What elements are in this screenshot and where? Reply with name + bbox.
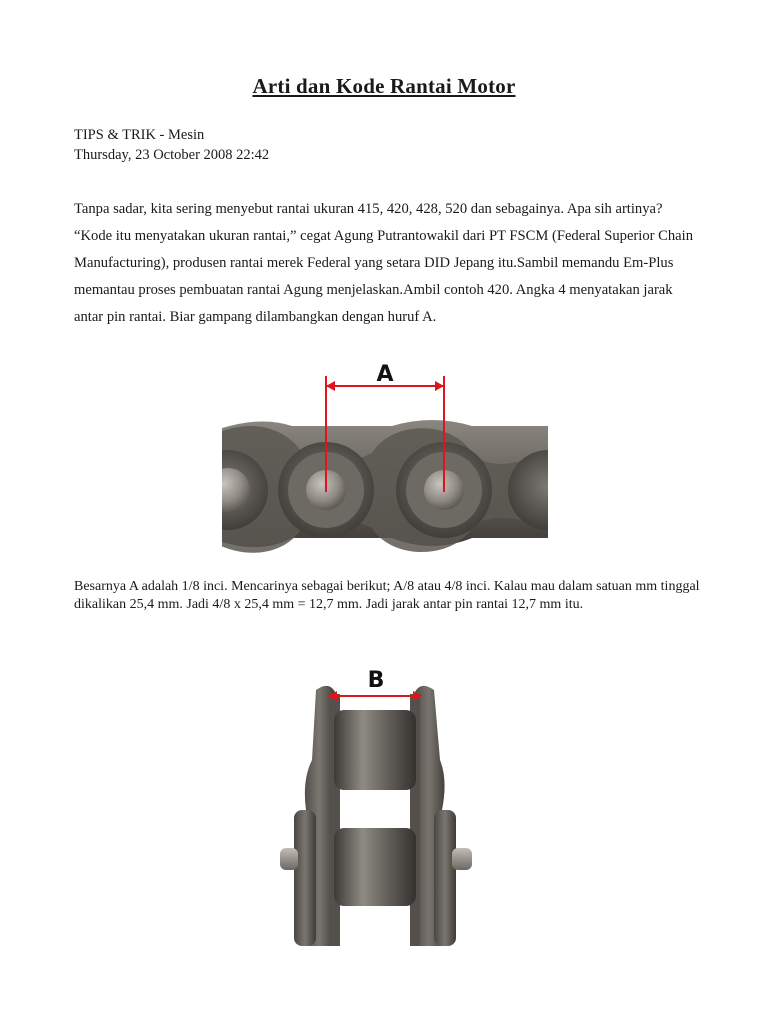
chain-pitch-illustration xyxy=(222,358,548,562)
article-date: Thursday, 23 October 2008 22:42 xyxy=(74,147,270,163)
pitch-explanation-text: Besarnya A adalah 1/8 inci. Mencarinya sebagai berikut; A/8 atau 4/8 inci. Kalau mau dalam satuan mm tinggal dikalikan 25,4 mm. Jadi 4/8 x 25,4 mm = 12,7 mm. Jadi jarak antar pin rantai 12,7 mm itu. xyxy=(74,579,700,612)
article-meta xyxy=(74,125,269,165)
chain-width-illustration xyxy=(272,660,510,946)
chain-width-figure xyxy=(272,660,510,946)
pitch-explanation xyxy=(74,578,714,614)
dimension-label-b: B xyxy=(367,668,385,693)
chain-pitch-figure xyxy=(222,358,548,562)
intro-text: Tanpa sadar, kita sering menyebut rantai ukuran 415, 420, 428, 520 dan sebagainya. Apa sih artinya? “Kode itu menyatakan ukuran rantai,” cegat Agung Putrantowakil dari PT FSCM (Federal Superior Chain Manufacturing), produsen rantai merek Federal yang setara DID Jepang itu.Sambil memandu Em-Plus memantau proses pembuatan rantai Agung menjelaskan.Ambil contoh 420. Angka 4 menyatakan jarak antar pin rantai. Biar gampang dilambangkan dengan huruf A. xyxy=(74,201,694,325)
dimension-label-a: A xyxy=(376,362,394,387)
document-title: Arti dan Kode Rantai Motor xyxy=(252,74,516,98)
intro-paragraph xyxy=(74,196,696,331)
article-category: TIPS & TRIK - Mesin xyxy=(74,127,205,143)
